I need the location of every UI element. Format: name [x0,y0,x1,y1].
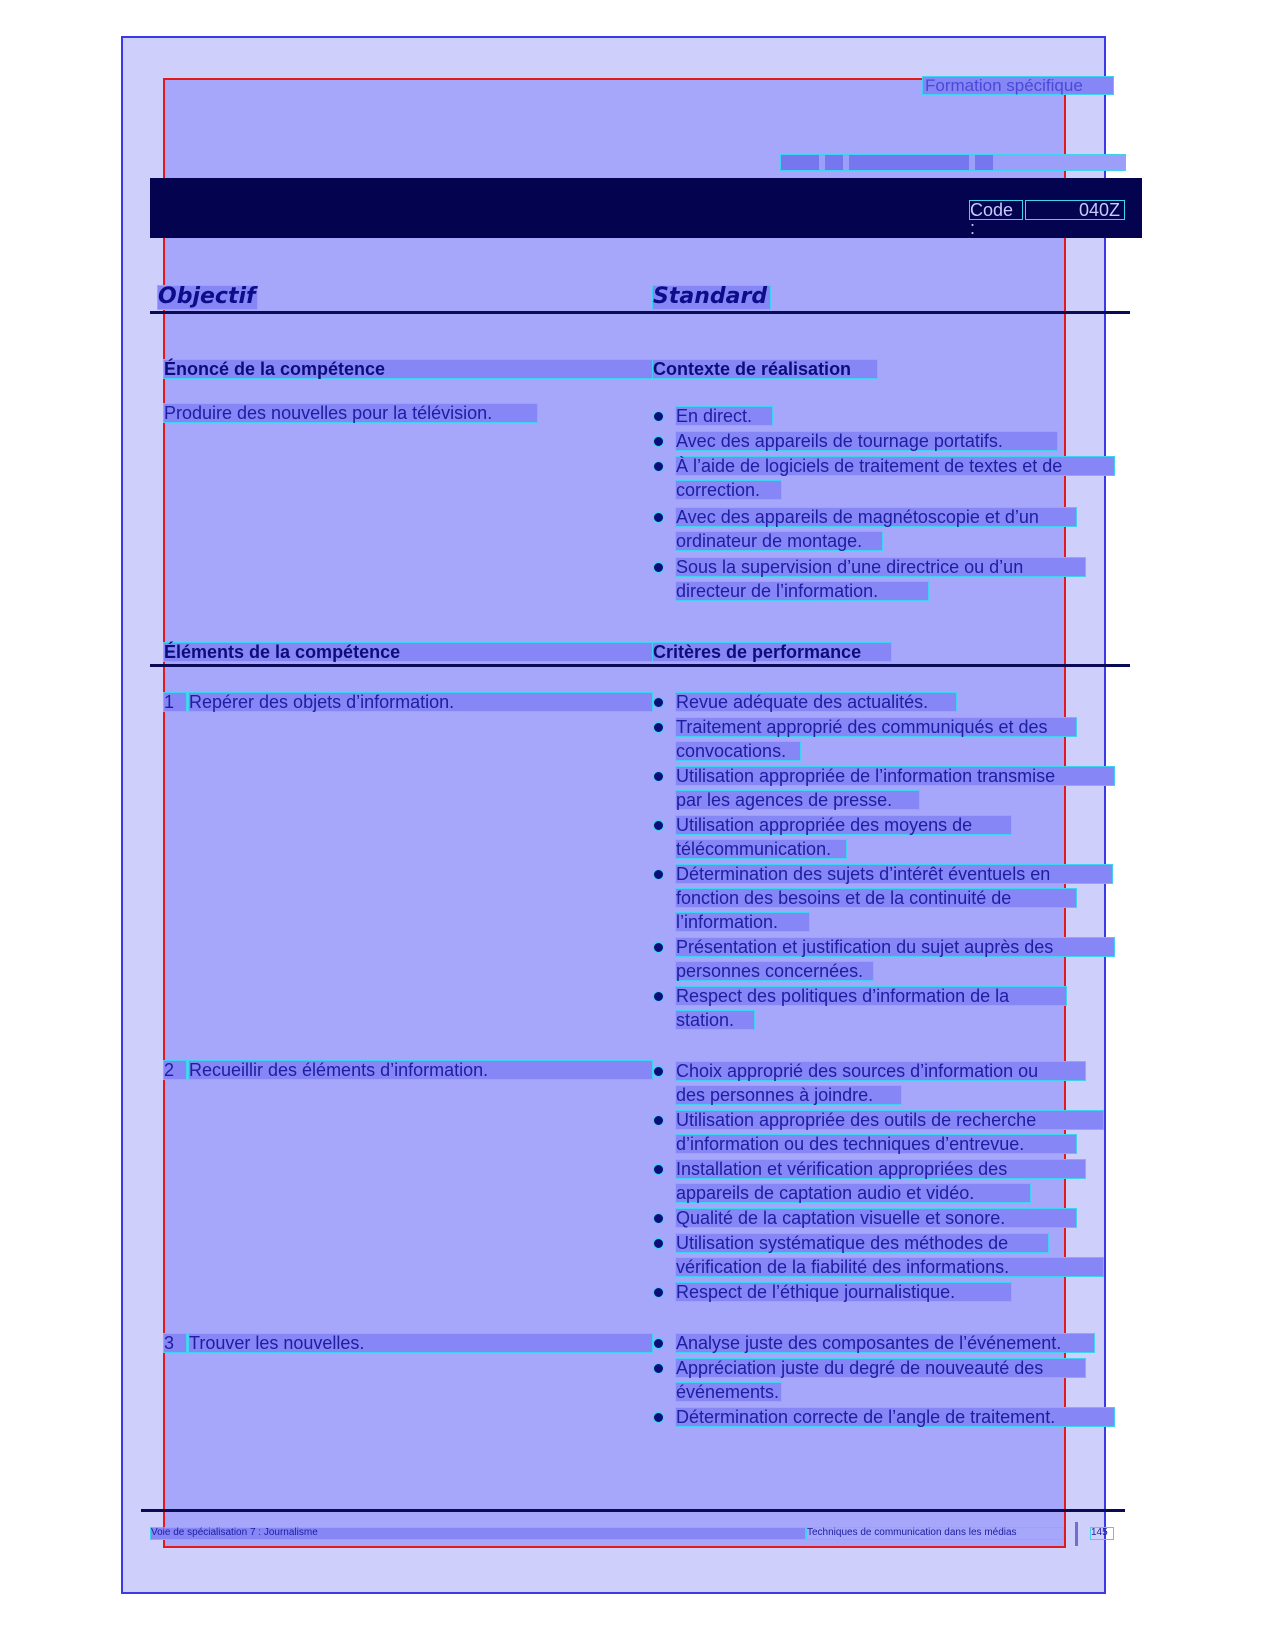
bullet-icon [653,461,664,472]
bullet-icon [653,771,664,782]
contexte-item-line: Avec des appareils de magnétoscopie et d’un [675,507,1077,527]
bullet-icon [653,1287,664,1298]
code-label: Code : [969,200,1023,220]
footer-separator [1075,1522,1078,1546]
footer-rule [141,1509,1125,1512]
footer-left: Voie de spécialisation 7 : Journalisme [150,1527,806,1540]
element-text: Recueillir des éléments d’information. [188,1060,653,1080]
objectif-title: Objectif [157,285,258,310]
critere-item-line: Détermination des sujets d’intérêt éventuels en [675,864,1113,884]
critere-item-line: Respect de l’éthique journalistique. [675,1282,1012,1302]
bullet-icon [653,942,664,953]
critere-item-line: l’information. [675,912,810,932]
competence-statement: Produire des nouvelles pour la télévision. [163,403,538,423]
critere-item-line: Installation et vérification appropriées des [675,1159,1086,1179]
critere-item-line: Qualité de la captation visuelle et sonore. [675,1208,1077,1228]
bullet-icon [653,512,664,523]
critere-item-line: Choix approprié des sources d’information ou [675,1061,1086,1081]
critere-item-line: convocations. [675,741,801,761]
critere-item-line: Appréciation juste du degré de nouveauté des [675,1358,1086,1378]
contexte-item-line: Sous la supervision d’une directrice ou d’un [675,557,1086,577]
critere-item-line: Utilisation appropriée des moyens de [675,815,1012,835]
contexte-heading: Contexte de réalisation [652,359,878,379]
competence-heading: Énoncé de la compétence [163,359,653,379]
element-number: 2 [163,1060,187,1080]
code-value: 040Z [1025,200,1125,220]
bullet-icon [653,869,664,880]
section-rule [150,311,1130,314]
bullet-icon [653,1412,664,1423]
critere-item-line: Respect des politiques d’information de la [675,986,1067,1006]
elements-rule [150,664,1130,667]
bullet-icon [653,697,664,708]
elements-heading: Éléments de la compétence [163,642,653,662]
critere-item-line: télécommunication. [675,839,847,859]
header-decoration-strip [780,154,1126,171]
critere-item-line: appareils de captation audio et vidéo. [675,1183,1031,1203]
contexte-item-line: correction. [675,480,782,500]
bullet-icon [653,722,664,733]
contexte-item-line: ordinateur de montage. [675,531,883,551]
bullet-icon [653,1363,664,1374]
contexte-item-line: En direct. [675,406,773,426]
critere-item-line: Utilisation systématique des méthodes de [675,1233,1049,1253]
footer-right: Techniques de communication dans les médias [806,1527,1064,1540]
standard-title: Standard [652,285,771,310]
critere-item-line: événements. [675,1382,782,1402]
bullet-icon [653,436,664,447]
bullet-icon [653,1238,664,1249]
critere-item-line: station. [675,1010,755,1030]
critere-item-line: Analyse juste des composantes de l’événement. [675,1333,1095,1353]
bullet-icon [653,562,664,573]
bullet-icon [653,991,664,1002]
element-text: Trouver les nouvelles. [188,1333,653,1353]
critere-item-line: Utilisation appropriée de l’information transmise [675,766,1115,786]
contexte-item-line: Avec des appareils de tournage portatifs. [675,431,1058,451]
bullet-icon [653,1066,664,1077]
header-title: Formation spécifique [922,76,1114,95]
critere-item-line: personnes concernées. [675,961,874,981]
critere-item-line: vérification de la fiabilité des informations. [675,1257,1104,1277]
element-number: 3 [163,1333,187,1353]
page-content-frame [163,78,1066,1548]
critere-item-line: d’information ou des techniques d’entrevue. [675,1134,1077,1154]
bullet-icon [653,820,664,831]
critere-item-line: fonction des besoins et de la continuité de [675,888,1077,908]
criteres-heading: Critères de performance [652,642,892,662]
bullet-icon [653,411,664,422]
contexte-item-line: directeur de l’information. [675,581,929,601]
critere-item-line: Revue adéquate des actualités. [675,692,957,712]
critere-item-line: Présentation et justification du sujet auprès des [675,937,1115,957]
contexte-item-line: À l’aide de logiciels de traitement de textes et de [675,456,1115,476]
element-number: 1 [163,692,187,712]
bullet-icon [653,1115,664,1126]
bullet-icon [653,1213,664,1224]
critere-item-line: par les agences de presse. [675,790,920,810]
critere-item-line: Traitement approprié des communiqués et des [675,717,1077,737]
bullet-icon [653,1164,664,1175]
critere-item-line: Détermination correcte de l’angle de traitement. [675,1407,1115,1427]
page-number: 145 [1090,1527,1114,1540]
element-text: Repérer des objets d’information. [188,692,653,712]
critere-item-line: Utilisation appropriée des outils de recherche [675,1110,1104,1130]
critere-item-line: des personnes à joindre. [675,1085,902,1105]
bullet-icon [653,1338,664,1349]
